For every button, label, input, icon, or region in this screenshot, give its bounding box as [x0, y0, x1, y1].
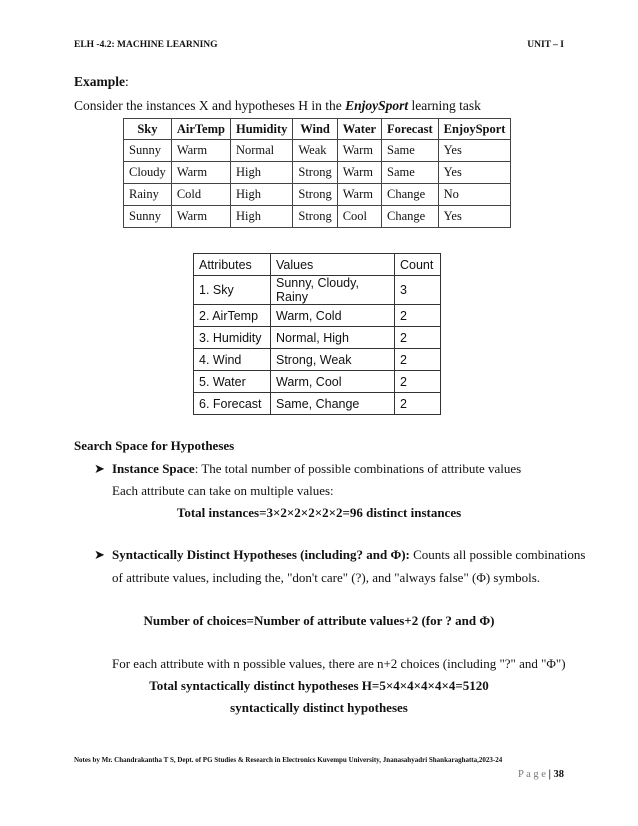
table-cell: Warm: [171, 206, 230, 228]
table-cell: Warm, Cool: [271, 371, 395, 393]
header-course-title: ELH -4.2: MACHINE LEARNING: [74, 40, 218, 50]
table-cell: 3. Humidity: [194, 327, 271, 349]
column-header: EnjoySport: [438, 119, 511, 140]
table-cell: 2: [395, 349, 441, 371]
total-hypotheses-formula: Total syntactically distinct hypotheses H=5×4×4×4×4×4=5120: [149, 678, 489, 693]
table-cell: 2: [395, 305, 441, 327]
table-cell: Change: [382, 206, 439, 228]
table-cell: 1. Sky: [194, 276, 271, 305]
table-cell: 2: [395, 327, 441, 349]
table-row: [124, 140, 511, 162]
arrow-bullet-icon: ➤: [94, 461, 105, 476]
table-cell: Same: [382, 140, 439, 162]
intro-enjoysport: EnjoySport: [345, 98, 409, 113]
column-header: Sky: [124, 119, 172, 140]
table-cell: Yes: [438, 140, 511, 162]
table-cell: 2: [395, 393, 441, 415]
column-header: AirTemp: [171, 119, 230, 140]
bullet1-line2: Each attribute can take on multiple values:: [112, 483, 334, 498]
table-cell: Cloudy: [124, 162, 172, 184]
table-cell: Warm: [337, 140, 381, 162]
table-cell: Warm: [171, 162, 230, 184]
attributes-table: [193, 253, 441, 415]
example-intro: [74, 98, 481, 114]
table-cell: Cool: [337, 206, 381, 228]
bullet2-rest: Counts all possible combinations: [409, 547, 586, 562]
table-header-row: [124, 119, 511, 140]
table-cell: 4. Wind: [194, 349, 271, 371]
bullet2-bold: Syntactically Distinct Hypotheses (including? and Φ):: [112, 547, 410, 562]
bullet1-bold: Instance Space: [112, 461, 195, 476]
table-cell: Same: [382, 162, 439, 184]
bullet-hypotheses: [94, 547, 585, 563]
table-cell: Warm: [337, 162, 381, 184]
header-unit: UNIT – I: [527, 40, 564, 50]
table-cell: 5. Water: [194, 371, 271, 393]
table-row: [124, 184, 511, 206]
page-label: P a g e: [518, 769, 546, 780]
instances-table: [123, 118, 511, 228]
table-cell: Warm, Cold: [271, 305, 395, 327]
total-hypotheses-line2: syntactically distinct hypotheses: [230, 700, 408, 715]
table-cell: Sunny, Cloudy, Rainy: [271, 276, 395, 305]
intro-pre: Consider the instances X and hypotheses H in the: [74, 98, 346, 113]
bullet2-line2: of attribute values, including the, "don't care" (?), and "always false" (Φ) symbols.: [112, 570, 541, 585]
table-cell: High: [230, 162, 292, 184]
table-cell: Strong: [293, 162, 337, 184]
table-cell: Yes: [438, 206, 511, 228]
table-cell: Same, Change: [271, 393, 395, 415]
column-header: Values: [271, 254, 395, 276]
table-cell: Strong: [293, 206, 337, 228]
choices-formula: Number of choices=Number of attribute values+2 (for ? and Φ): [143, 613, 495, 628]
table-cell: No: [438, 184, 511, 206]
table-cell: Warm: [171, 140, 230, 162]
table-cell: Strong: [293, 184, 337, 206]
column-header: Count: [395, 254, 441, 276]
page-number: [518, 769, 564, 780]
table-cell: Strong, Weak: [271, 349, 395, 371]
table-cell: 6. Forecast: [194, 393, 271, 415]
table-cell: Normal: [230, 140, 292, 162]
table-row: [194, 393, 441, 415]
table-cell: 2: [395, 371, 441, 393]
example-heading: [74, 74, 129, 90]
column-header: Humidity: [230, 119, 292, 140]
bullet-instance-space: [94, 461, 521, 477]
table-row: [194, 305, 441, 327]
table-cell: Normal, High: [271, 327, 395, 349]
table-cell: High: [230, 184, 292, 206]
table-cell: Yes: [438, 162, 511, 184]
table-row: [194, 349, 441, 371]
table-row: [124, 162, 511, 184]
table-row: [194, 276, 441, 305]
page-number-value: 38: [553, 769, 564, 780]
table-row: [194, 327, 441, 349]
table-cell: Sunny: [124, 140, 172, 162]
column-header: Water: [337, 119, 381, 140]
table-cell: 2. AirTemp: [194, 305, 271, 327]
table-cell: Change: [382, 184, 439, 206]
column-header: Forecast: [382, 119, 439, 140]
column-header: Wind: [293, 119, 337, 140]
column-header: Attributes: [194, 254, 271, 276]
total-instances-formula: Total instances=3×2×2×2×2×2=96 distinct instances: [176, 505, 462, 520]
table-cell: Warm: [337, 184, 381, 206]
footer-notes: Notes by Mr. Chandrakantha T S, Dept. of PG Studies & Research in Electronics Kuvempu University, Jnanasahyadri Shankaraghatta,2023-24: [74, 756, 503, 764]
example-label: Example: [74, 74, 126, 89]
table-cell: Rainy: [124, 184, 172, 206]
intro-post: learning task: [408, 98, 481, 113]
table-cell: 3: [395, 276, 441, 305]
bullet1-rest: : The total number of possible combinations of attribute values: [194, 461, 522, 476]
each-attribute-text: For each attribute with n possible values, there are n+2 choices (including "?" and "Φ"): [112, 656, 566, 671]
arrow-bullet-icon: ➤: [94, 547, 105, 562]
section-title: Search Space for Hypotheses: [74, 438, 235, 453]
table-cell: Weak: [293, 140, 337, 162]
page-separator: |: [545, 769, 554, 780]
table-cell: Sunny: [124, 206, 172, 228]
table-row: [194, 371, 441, 393]
example-colon: :: [125, 74, 129, 89]
table-header-row: [194, 254, 441, 276]
table-row: [124, 206, 511, 228]
table-cell: High: [230, 206, 292, 228]
table-cell: Cold: [171, 184, 230, 206]
